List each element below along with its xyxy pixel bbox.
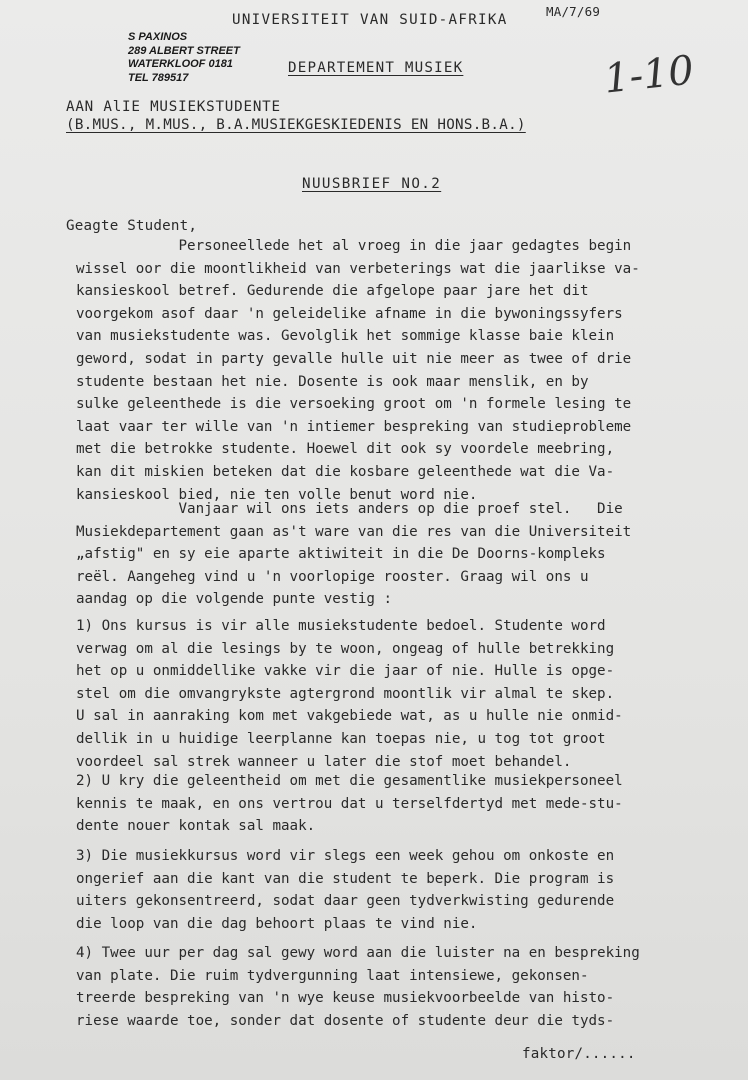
point-4 bbox=[76, 942, 640, 1032]
addressee-line-2: (B.MUS., M.MUS., B.A.MUSIEKGESKIEDENIS EN HONS.B.A.) bbox=[66, 117, 526, 133]
paragraph-plan bbox=[76, 498, 631, 611]
text-line: 4) Twee uur per dag sal gewy word aan die luister na en bespreking bbox=[76, 945, 640, 961]
addressee-line-1: AAN AlIE MUSIEKSTUDENTE bbox=[66, 99, 281, 115]
text-line: kansieskool betref. Gedurende die afgelope paar jare het dit bbox=[76, 283, 589, 300]
reference-number: MA/7/69 bbox=[546, 4, 601, 19]
stamp-suburb: WATERKLOOF 0181 bbox=[128, 58, 233, 70]
stamp-street: 289 ALBERT STREET bbox=[128, 44, 240, 57]
address-stamp bbox=[128, 31, 240, 85]
handwritten-note: 1-10 bbox=[601, 47, 697, 103]
text-line: 1) Ons kursus is vir alle musiekstudente bedoel. Studente word bbox=[76, 618, 606, 634]
paragraph-intro bbox=[76, 235, 640, 506]
text-line: studente bestaan het nie. Dosente is ook maar menslik, en by bbox=[76, 373, 589, 390]
text-line: kennis te maak, en ons vertrou dat u terselfdertyd met mede-stu- bbox=[76, 795, 623, 812]
point-3 bbox=[76, 845, 614, 935]
text-line: met die betrokke studente. Hoewel dit ook sy voordele meebring, bbox=[76, 441, 615, 458]
text-line: ongerief aan die kant van die student te beperk. Die program is bbox=[76, 870, 615, 887]
text-line: Musiekdepartement gaan as't ware van die res van die Universiteit bbox=[76, 523, 632, 540]
text-line: sulke geleenthede is die versoeking groot om 'n formele lesing te bbox=[76, 396, 632, 413]
text-line: voorgekom asof daar 'n geleidelike afname in die bywoningssyfers bbox=[76, 305, 623, 322]
text-line: „afstig" en sy eie aparte aktiwiteit in die De Doorns-kompleks bbox=[76, 546, 606, 563]
text-line: geword, sodat in party gevalle hulle uit nie meer as twee of drie bbox=[76, 350, 632, 367]
text-line: het op u onmiddellike vakke vir die jaar of nie. Hulle is opge- bbox=[76, 663, 615, 680]
text-line: U sal in aanraking kom met vakgebiede wat, as u hulle nie onmid- bbox=[76, 708, 623, 725]
text-line: kansieskool bied, nie ten volle benut word nie. bbox=[76, 486, 478, 503]
text-line: 3) Die musiekkursus word vir slegs een week gehou om onkoste en bbox=[76, 848, 615, 864]
text-line: verwag om al die lesings by te woon, ongeag of hulle betrekking bbox=[76, 640, 615, 657]
continuation-marker: faktor/...... bbox=[522, 1046, 636, 1062]
text-line: die loop van die dag behoort plaas te vind nie. bbox=[76, 915, 478, 932]
text-line: aandag op die volgende punte vestig : bbox=[76, 591, 393, 608]
newsletter-title: NUUSBRIEF NO.2 bbox=[302, 176, 442, 192]
text-line: van plate. Die ruim tydvergunning laat intensiewe, gekonsen- bbox=[76, 967, 589, 984]
text-line: voordeel sal strek wanneer u later die stof moet behandel. bbox=[76, 753, 572, 770]
text-line: uiters gekonsentreerd, sodat daar geen tydverkwisting gedurende bbox=[76, 893, 615, 910]
salutation: Geagte Student, bbox=[66, 218, 198, 234]
text-line: kan dit miskien beteken dat die kosbare geleenthede wat die Va- bbox=[76, 463, 615, 480]
point-1 bbox=[76, 615, 623, 773]
stamp-phone: TEL 789517 bbox=[128, 71, 189, 84]
point-2 bbox=[76, 770, 623, 838]
text-line: 2) U kry die geleentheid om met die gesamentlike musiekpersoneel bbox=[76, 773, 623, 789]
text-line: riese waarde toe, sonder dat dosente of studente deur die tyds- bbox=[76, 1012, 615, 1029]
stamp-name: S PAXINOS bbox=[128, 31, 188, 43]
text-line: wissel oor die moontlikheid van verbeterings wat die jaarlikse va- bbox=[76, 260, 640, 277]
text-line: dellik in u huidige leerplanne kan toepas nie, u tog tot groot bbox=[76, 730, 606, 747]
text-line: van musiekstudente was. Gevolglik het sommige klasse baie klein bbox=[76, 328, 615, 345]
department-heading: DEPARTEMENT MUSIEK bbox=[288, 60, 464, 76]
university-heading: UNIVERSITEIT VAN SUID-AFRIKA bbox=[232, 12, 508, 28]
text-line: reël. Aangeheg vind u 'n voorlopige rooster. Graag wil ons u bbox=[76, 568, 589, 585]
text-line: treerde bespreking van 'n wye keuse musiekvoorbeelde van histo- bbox=[76, 990, 615, 1007]
text-line: Vanjaar wil ons iets anders op die proef stel. Die bbox=[76, 501, 623, 517]
text-line: laat vaar ter wille van 'n intiemer bespreking van studieprobleme bbox=[76, 418, 632, 435]
text-line: stel om die omvangrykste agtergrond moontlik vir almal te skep. bbox=[76, 685, 615, 702]
text-line: dente nouer kontak sal maak. bbox=[76, 818, 316, 835]
text-line: Personeellede het al vroeg in die jaar gedagtes begin bbox=[76, 238, 632, 254]
